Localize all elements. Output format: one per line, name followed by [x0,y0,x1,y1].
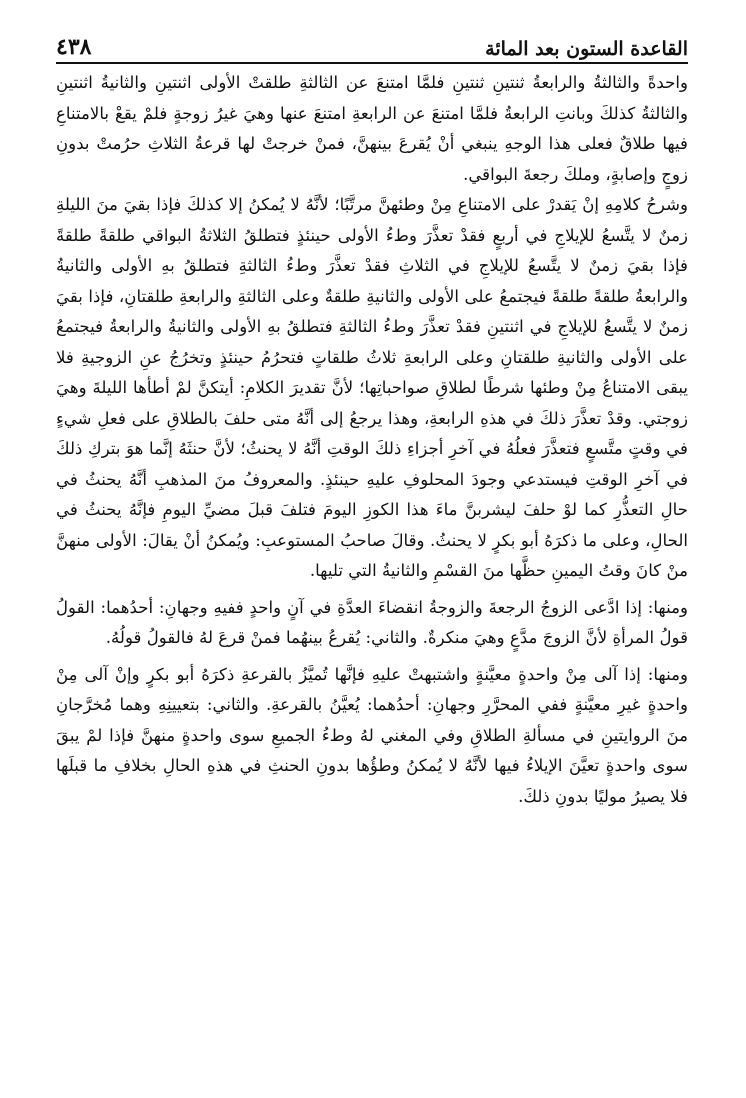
header-rule [56,62,688,64]
paragraph: واحدةً والثالثةُ والرابعةُ ثنتينِ ثنتينِ فلمَّا امتنعَ عن الثالثةِ طلقتْ الأولى اثنتينِ والثانيةُ اثنتينِ والثالثةُ كذلكَ وبانتِ الرابعةُ فلمَّا امتنعَ عن الرابعةِ امتنعَ عنها وهيَ غيرُ زوجةٍ فلمْ يقعْ بالامتناعِ فيها طلاقٌ فعلى هذا الوجهِ ينبغي أنْ يُقرعَ بينهنَّ، فمنْ خرجتْ لها قرعةُ الثلاثِ حرُمتْ بدونِ زوجٍ وإصابةٍ، وملكَ رجعةَ البواقي. [56,73,688,184]
paragraph: ومنها: إذا آلى مِنْ واحدةٍ معيَّنةٍ واشتبهتْ عليهِ فإنَّها تُميَّزُ بالقرعةِ ذكرَهُ أبو بكرٍ وإنْ آلى مِنْ واحدةٍ غيرِ معيَّنةٍ ففي المحرَّرِ وجهانِ: أحدُهما: يُعيَّنُ بالقرعةِ. والثاني: بتعيينِهِ وهما مُخرَّجانِ منَ الروايتينِ في مسألةِ الطلاقِ وفي المغني لهُ وطءُ الجميعِ سوى واحدةٍ منهنَّ فإذا لمْ يبقَ سوى واحدةٍ تعيَّنَ الإيلاءُ فيها لأنَّهُ لا يُمكنُ وطؤُها بدونِ الحنثِ في هذهِ الحالِ بخلافِ ما قبلَها فلا يصيرُ موليًا بدونِ ذلكَ. [56,664,688,806]
paragraph: وشرحُ كلامِهِ إنْ يَقدرْ على الامتناعِ مِنْ وطئهنَّ مرتَّبًا؛ لأنَّهُ لا يُمكنُ إلا كذلكَ فإذا بقيَ منَ الليلةِ زمنٌ لا يتَّسعُ للإيلاجِ في أربعٍ فقدْ تعذَّرَ وطءُ الأولى حينئذٍ فتطلقُ الثلاثةُ البواقي طلقةً طلقةً فإذا بقيَ زمنٌ لا يتَّسعُ للإيلاجِ في الثلاثِ فقدْ تعذَّرَ وطءُ الثالثةِ فتطلقُ بهِ الأولى والثانيةُ والرابعةُ طلقةً طلقةً فيجتمعُ على الأولى والثانيةِ طلقةٌ وعلى الثالثةِ والرابعةِ طلقتانِ، فإذا بقيَ زمنٌ لا يتَّسعُ للإيلاجِ في اثنتينِ فقدْ تعذَّرَ وطءُ الثالثةِ فتطلقُ بهِ الأولى والثانيةُ والرابعةُ فيجتمعُ على الأولى والثانيةِ طلقتانِ وعلى الرابعةِ ثلاثُ طلقاتٍ فتحرُمُ حينئذٍ وتخرُجُ عنِ الزوجيةِ فلا يبقى الامتناعُ مِنْ وطئها شرطًا لطلاقِ صواحباتِها؛ لأنَّ تقديرَ الكلامِ: أيتكنَّ لمْ أطأها الليلةَ وهيَ زوجتي. وقدْ تعذَّرَ ذلكَ في هذهِ الرابعةِ، وهذا يرجعُ إلى أنَّهُ متى حلفَ بالطلاقِ على فعلِ شيءٍ في وقتٍ متَّسعٍ فتعذَّرَ فعلُهُ في آخرِ أجزاءِ ذلكَ الوقتِ أنَّهُ لا يحنثُ؛ لأنَّ حنثَهُ إنَّما هوَ بتركِ ذلكَ في آخرِ الوقتِ فيستدعي وجودَ المحلوفِ عليهِ حينئذٍ. والمعروفُ منَ المذهبِ أنَّهُ يحنثُ في حالِ التعذُّرِ كما لوْ حلفَ ليشربنَّ ماءَ هذا الكوزِ اليومَ فتلفَ قبلَ مضيِّ اليومِ فإنَّهُ يحنثُ في الحالِ، وعلى ما ذكرَهُ أبو بكرٍ لا يحنثُ. وقالَ صاحبُ المستوعبِ: ويُمكنُ أنْ يقالَ: الأولى منهنَّ منْ كانَ وقتُ اليمينِ حظَّها منَ القسْمِ والثانيةُ التي تليها. [56,195,688,580]
page-body [56,68,688,812]
page-header [56,30,688,60]
paragraph: ومنها: إذا ادَّعى الزوجُ الرجعةَ والزوجةُ انقضاءَ العدَّةِ في آنٍ واحدٍ ففيهِ وجهانِ: أحدُهما: القولُ قولُ المرأةِ لأنَّ الزوجَ مدَّعٍ وهيَ منكرةٌ. والثاني: يُقرعُ بينهُما فمنْ قرعَ لهُ فالقولُ قولُهُ. [56,597,688,647]
page-number: ٤٣٨ [56,34,92,60]
running-title: القاعدة الستون بعد المائة [485,38,688,60]
